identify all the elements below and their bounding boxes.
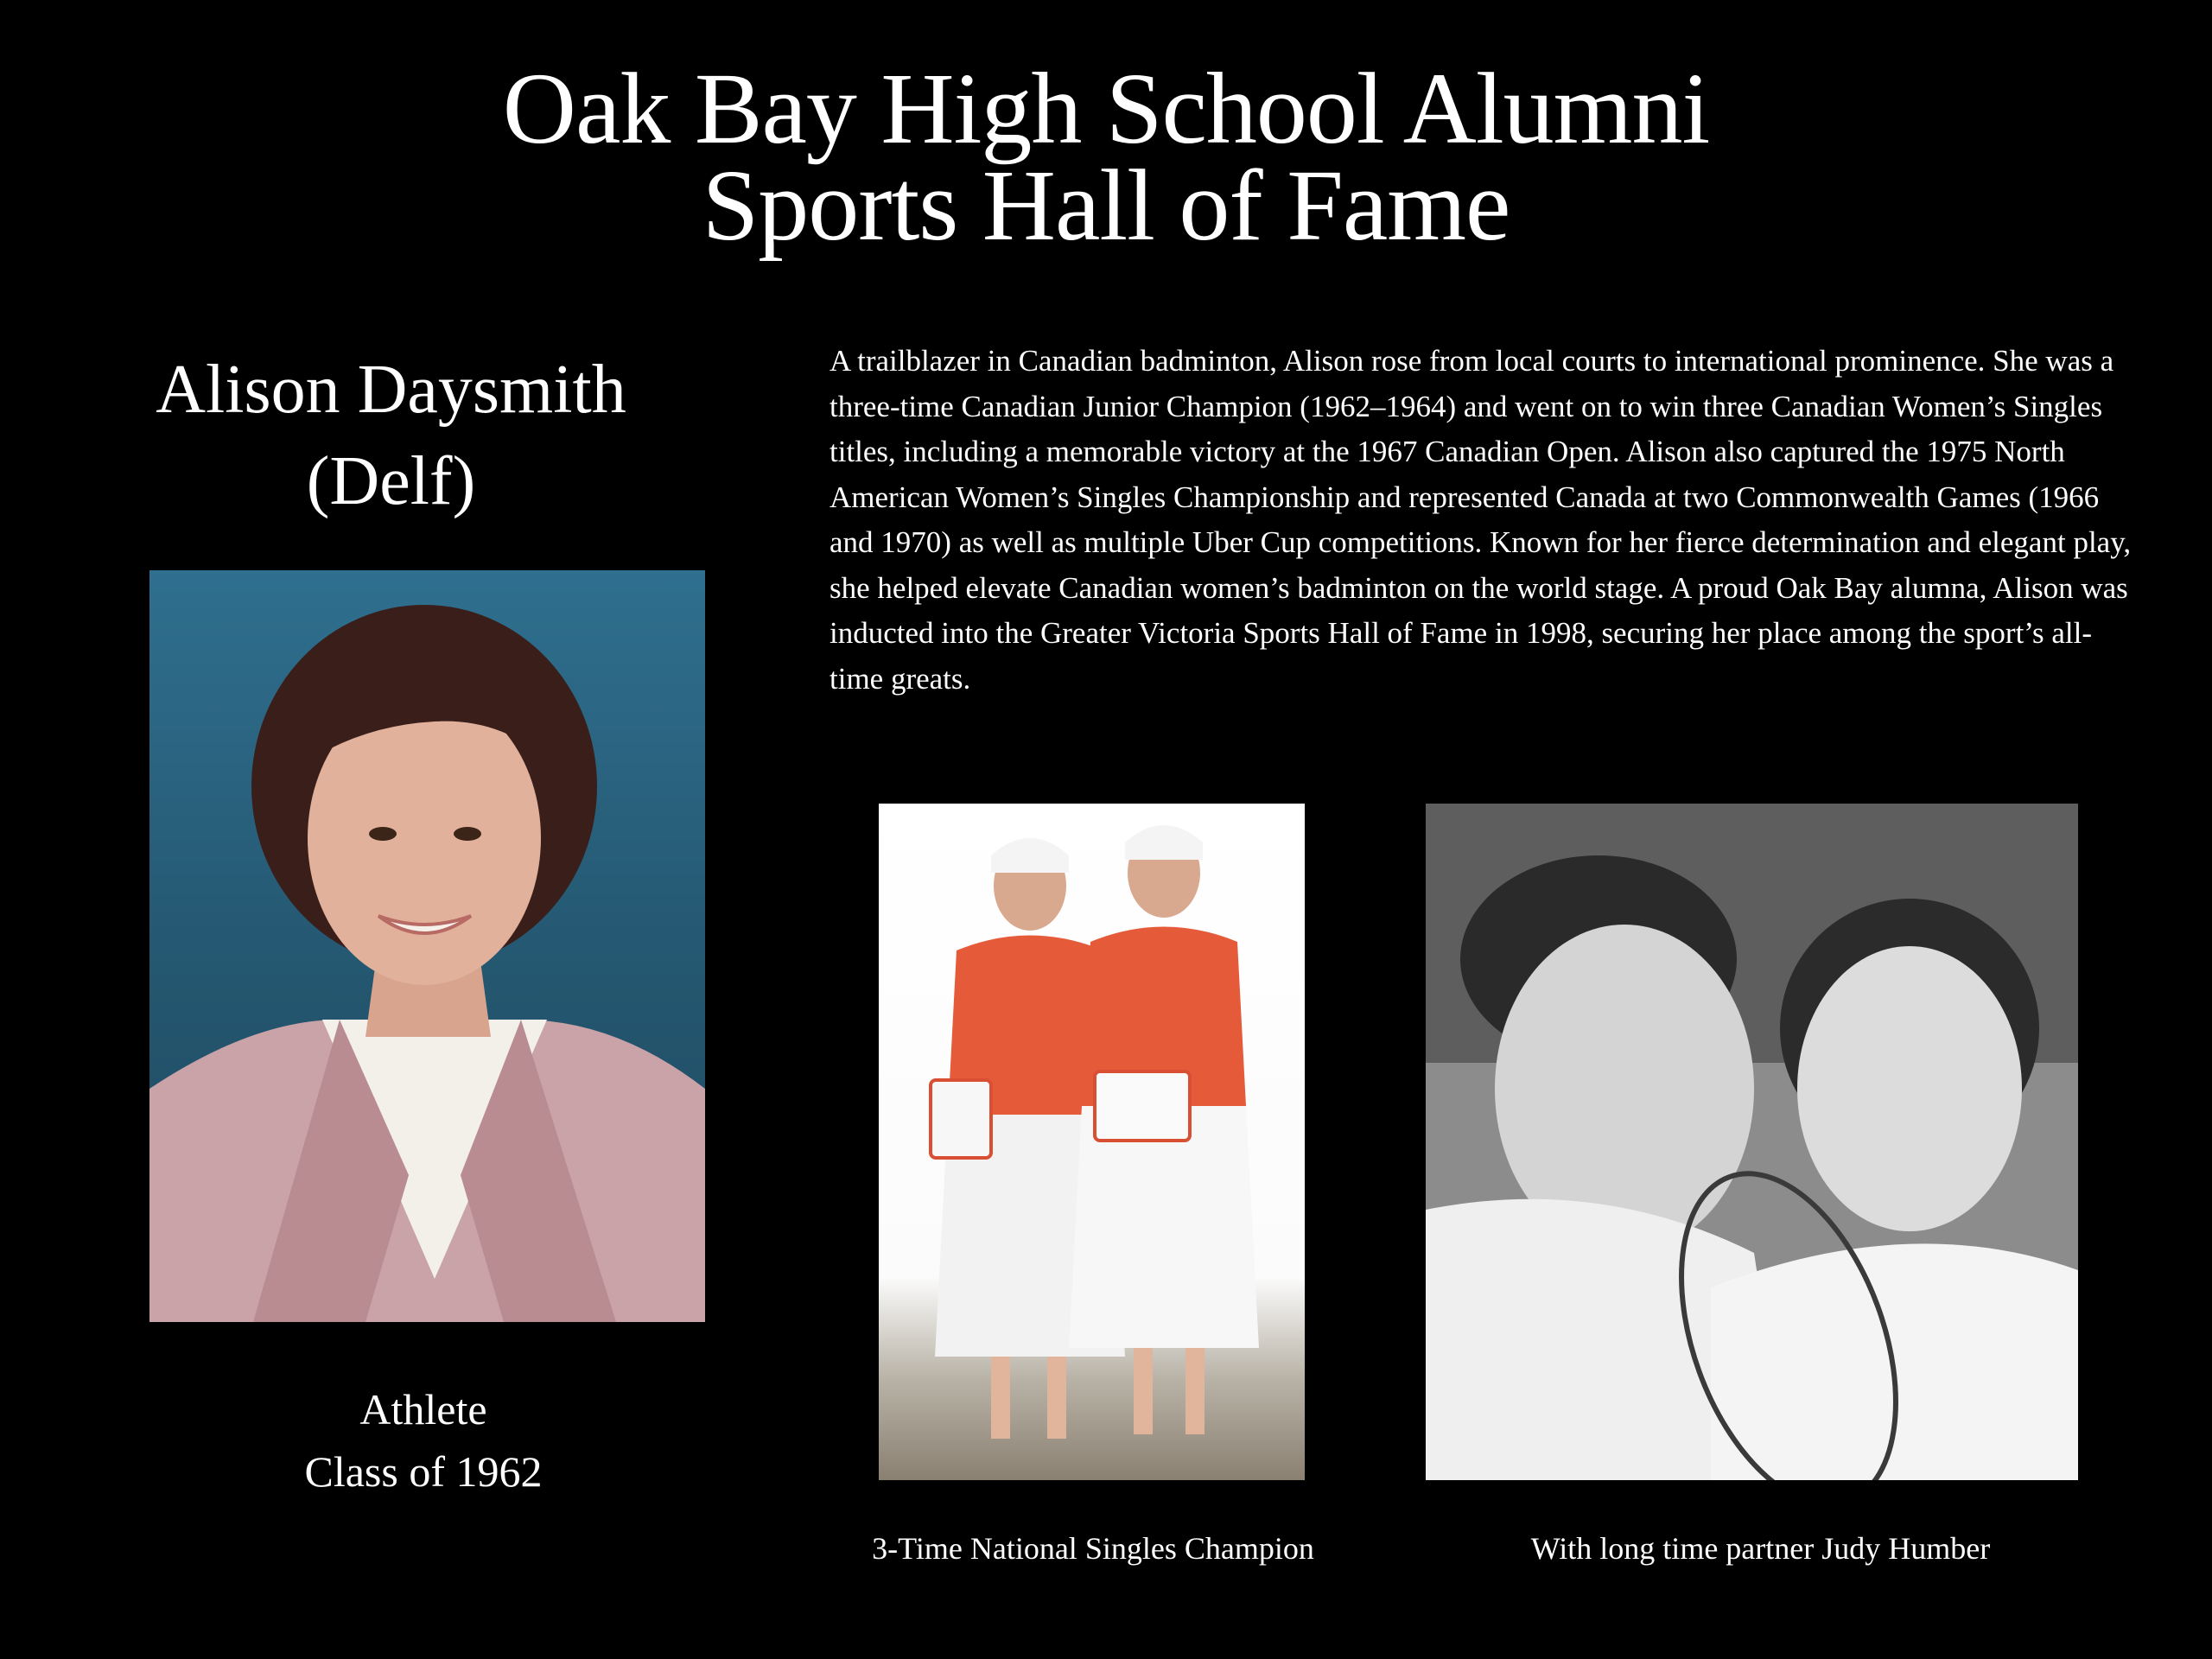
inductee-name [104,344,678,527]
title-line-1: Oak Bay High School Alumni [502,52,1710,165]
bw-photo-illustration [1426,804,2078,1480]
inductee-name-line-1: Alison Daysmith [156,352,626,428]
inductee-name-line-2: (Delf) [306,443,476,519]
photo-caption-left: 3-Time National Singles Champion [872,1531,1314,1566]
color-photo-illustration [879,804,1305,1480]
category-label: Athlete [359,1385,487,1433]
portrait-illustration [149,570,705,1322]
inductee-category [151,1378,696,1503]
photo-caption-right: With long time partner Judy Humber [1530,1531,1991,1566]
partner-photo [1426,804,2078,1480]
title-line-2: Sports Hall of Fame [702,149,1510,262]
page-title [0,52,2212,262]
national-champion-photo [879,804,1305,1480]
biography-text: A trailblazer in Canadian badminton, Alison rose from local courts to international prominence. She was a three-time Canadian Junior Champion (1962–1964) and went on to win three Canadian Women’s Singles titles, including a memorable victory at the 1967 Canadian Open. Alison also captured the 1975 North American Women’s Singles Championship and represented Canada at two Commonwealth Games (1966 and 1970) as well as multiple Uber Cup competitions. Known for her fierce determination and elegant play, she helped elevate Canadian women’s badminton on the world stage. A proud Oak Bay alumna, Alison was inducted into the Greater Victoria Sports Hall of Fame in 1998, securing her place among the sport’s all-time greats. [830,344,2132,696]
portrait-photo [149,570,705,1322]
class-year-label: Class of 1962 [304,1447,543,1496]
